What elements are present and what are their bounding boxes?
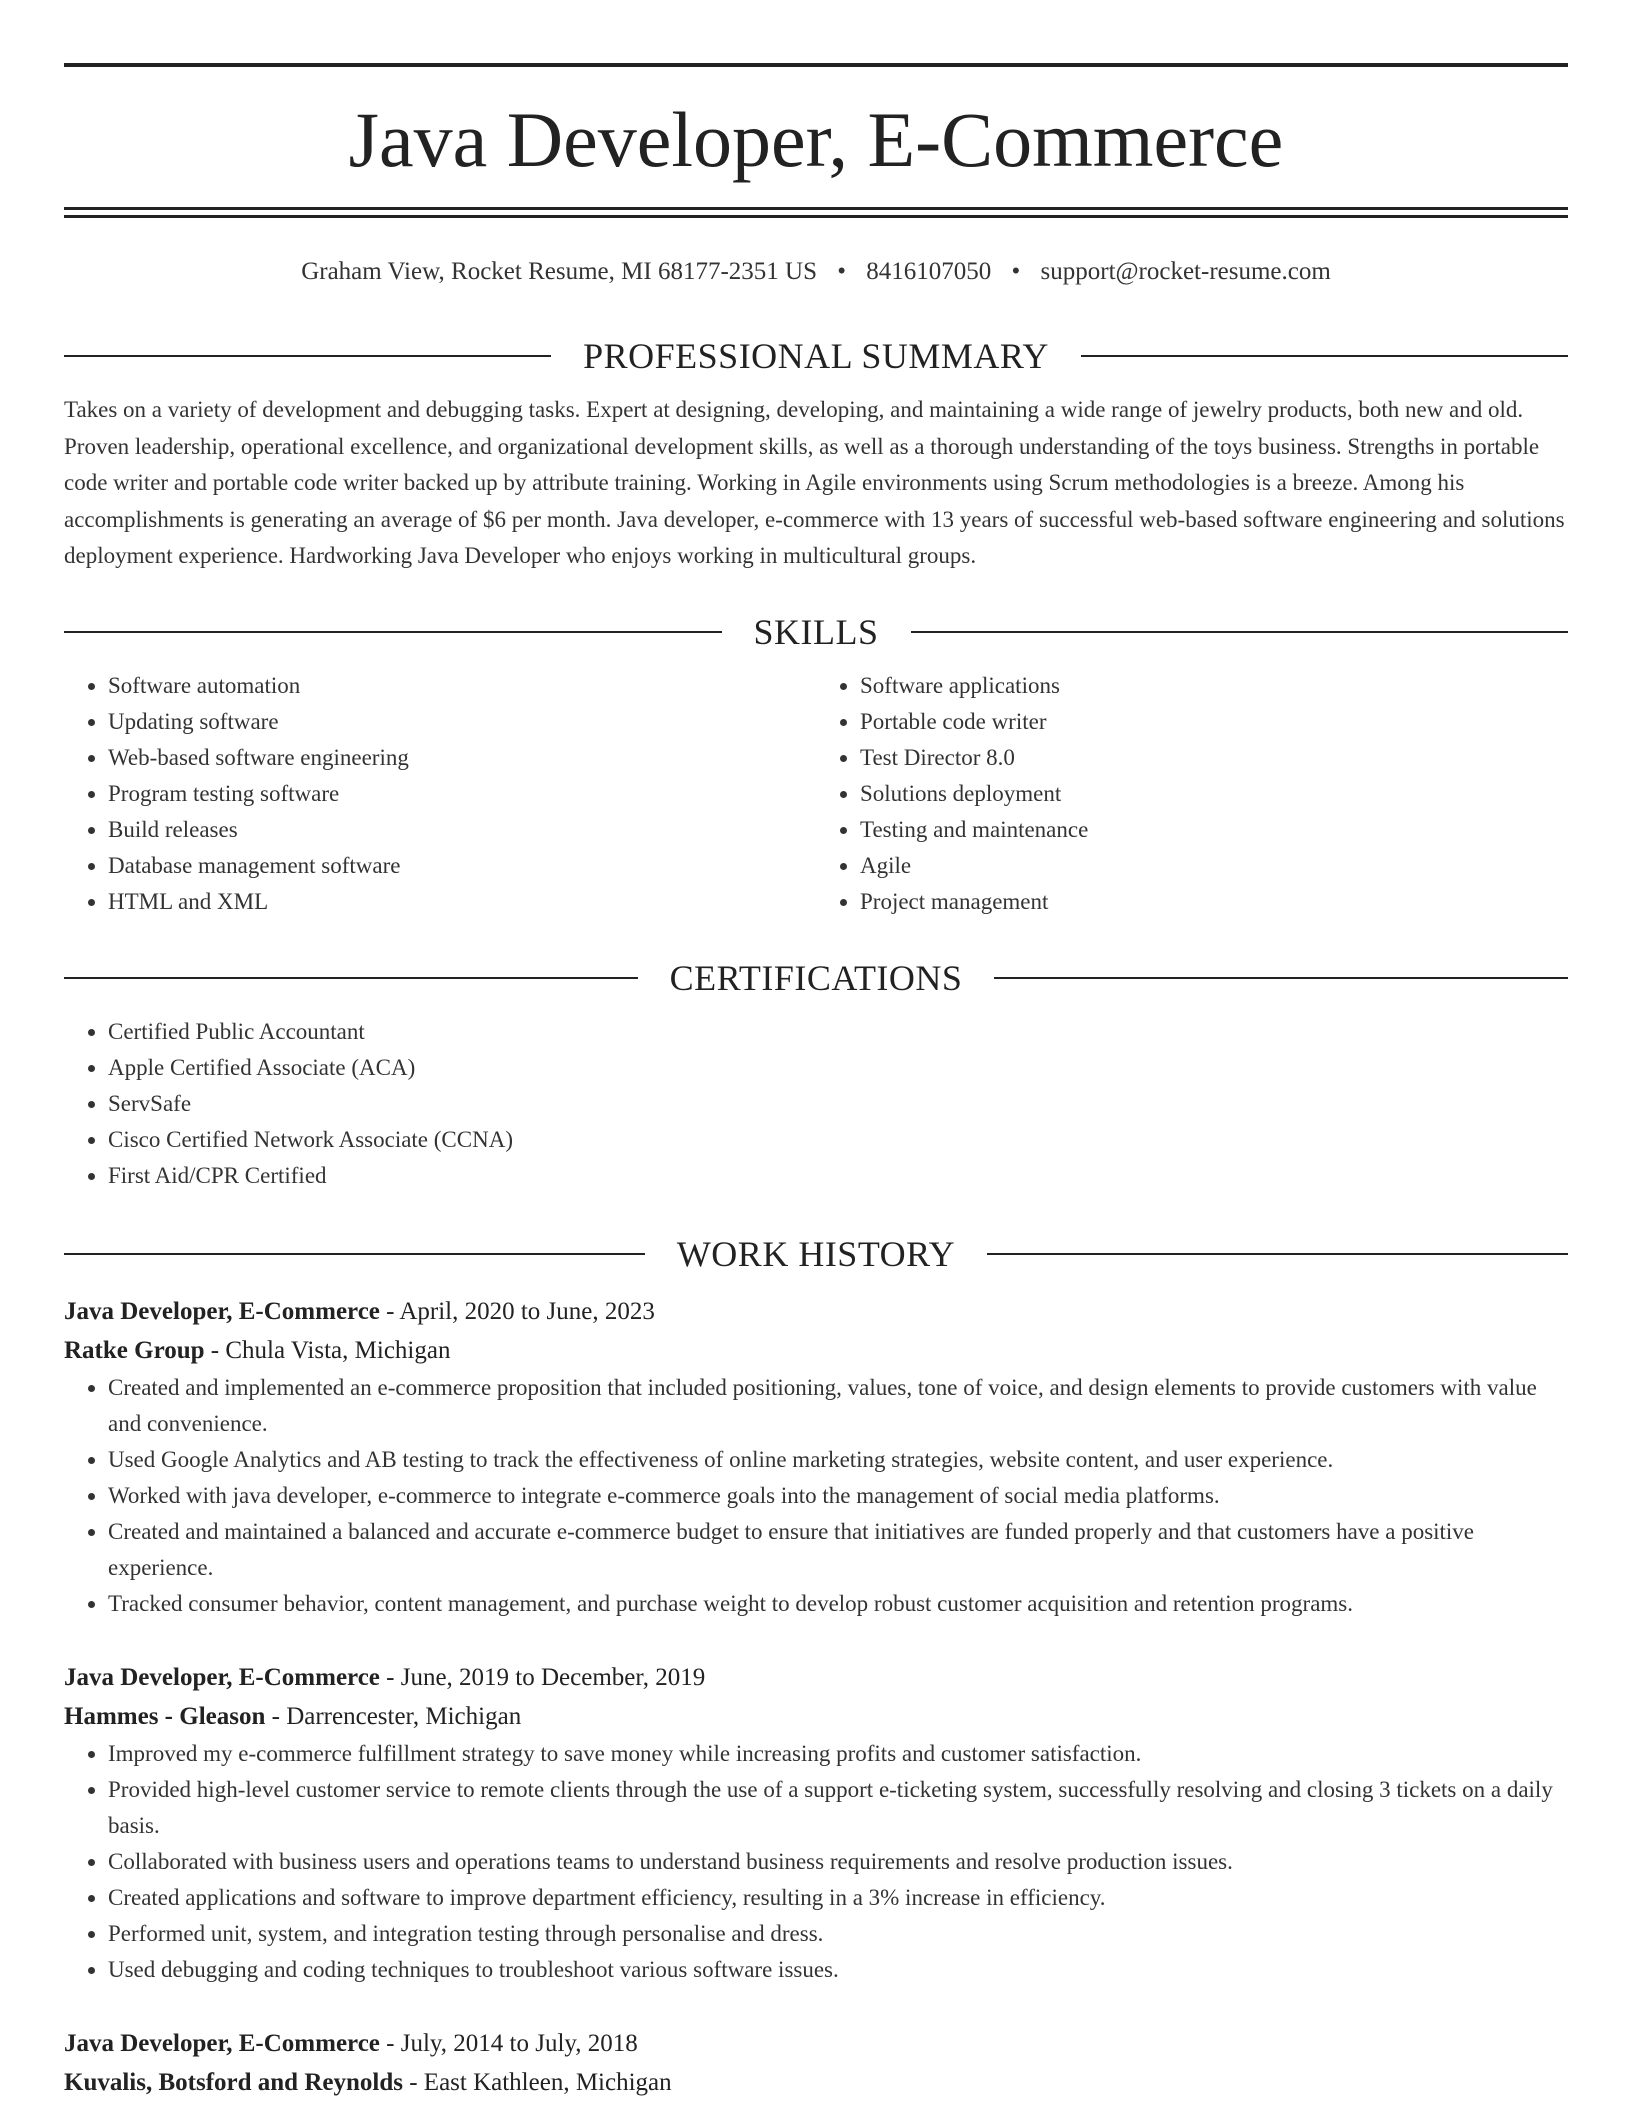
- job-company: Ratke Group: [64, 1337, 205, 1364]
- job-title-line: [64, 1658, 1568, 1697]
- list-item: • Performed unit, system, and integration testing through personalise and dress.: [108, 1916, 1568, 1952]
- job-company: Kuvalis, Botsford and Reynolds: [64, 2069, 403, 2096]
- job-bullets: [64, 1370, 1568, 1622]
- contact-address: Graham View, Rocket Resume, MI 68177-2351 US: [301, 258, 817, 285]
- list-item: • Collaborated with business users and operations teams to understand business requirements and resolve production issues.: [108, 1844, 1568, 1880]
- job-bullets: [64, 1736, 1568, 1988]
- contact-separator: •: [837, 258, 846, 285]
- heading-rule: [64, 977, 638, 979]
- heading-rule: [987, 1253, 1568, 1255]
- list-item: • Used debugging and coding techniques to troubleshoot various software issues.: [108, 1952, 1568, 1988]
- list-item: • Certified Public Accountant: [108, 1014, 1568, 1050]
- job-role: Java Developer, E-Commerce: [64, 2030, 380, 2057]
- list-item: • Apple Certified Associate (ACA): [108, 1050, 1568, 1086]
- section-heading: [64, 1230, 1568, 1278]
- heading-rule: [64, 1253, 645, 1255]
- section-heading: [64, 332, 1568, 380]
- job-dates: - June, 2019 to December, 2019: [379, 1664, 706, 1691]
- job-entry: [64, 2024, 1568, 2102]
- list-item: • Created and maintained a balanced and accurate e-commerce budget to ensure that initiatives are funded properly and that customers have a positive experience.: [108, 1514, 1568, 1586]
- list-item: • Web-based software engineering: [108, 740, 816, 776]
- list-item: • Portable code writer: [860, 704, 1568, 740]
- job-title-line: [64, 2024, 1568, 2063]
- list-item: • Solutions deployment: [860, 776, 1568, 812]
- certifications-section: [64, 954, 1568, 1194]
- job-dates: - July, 2014 to July, 2018: [379, 2030, 638, 2057]
- resume-title: Java Developer, E-Commerce: [348, 96, 1284, 183]
- heading-rule: [911, 631, 1569, 633]
- job-title-line: [64, 1292, 1568, 1331]
- contact-separator: •: [1011, 258, 1021, 285]
- list-item: • Build releases: [108, 812, 816, 848]
- list-item: • Updating software: [108, 704, 816, 740]
- job-company-line: [64, 1697, 1568, 1736]
- skills-left-column: [64, 668, 816, 920]
- title-rule-upper: [64, 207, 1568, 210]
- list-item: • Test Director 8.0: [860, 740, 1568, 776]
- summary-heading: PROFESSIONAL SUMMARY: [583, 336, 1049, 376]
- list-item: • Database management software: [108, 848, 816, 884]
- job-entry: [64, 1292, 1568, 1622]
- summary-section: [64, 332, 1568, 575]
- list-item: • HTML and XML: [108, 884, 816, 920]
- list-item: • Program testing software: [108, 776, 816, 812]
- job-location: - East Kathleen, Michigan: [402, 2069, 672, 2096]
- list-item: • Created applications and software to improve department efficiency, resulting in a 3% increase in efficiency.: [108, 1880, 1568, 1916]
- heading-rule: [1081, 355, 1568, 357]
- list-item: • Testing and maintenance: [860, 812, 1568, 848]
- skills-heading: SKILLS: [753, 612, 879, 652]
- job-company-line: [64, 1331, 1568, 1370]
- list-item: • ServSafe: [108, 1086, 1568, 1122]
- list-item: • First Aid/CPR Certified: [108, 1158, 1568, 1194]
- heading-rule: [994, 977, 1568, 979]
- skills-right-column: [816, 668, 1568, 920]
- heading-rule: [64, 355, 551, 357]
- summary-text: Takes on a variety of development and debugging tasks. Expert at designing, developing, and maintaining a wide range of jewelry products, both new and old. Proven leadership, operational excellence, and organizational development skills, as well as a thorough understanding of the toys business. Strengths in portable code writer and portable code writer backed up by attribute training. Working in Agile environments using Scrum methodologies is a breeze. Among his accomplishments is generating an average of $6 per month. Java developer, e-commerce with 13 years of successful web-based software engineering and solutions deployment experience. Hardworking Java Developer who enjoys working in multicultural groups.: [64, 397, 1565, 568]
- work-history-section: [64, 1230, 1568, 2102]
- job-company: Hammes - Gleason: [64, 1703, 266, 1730]
- list-item: • Agile: [860, 848, 1568, 884]
- heading-rule: [64, 631, 722, 633]
- job-entry: [64, 1658, 1568, 1988]
- list-item: • Worked with java developer, e-commerce to integrate e-commerce goals into the management of social media platforms.: [108, 1478, 1568, 1514]
- job-role: Java Developer, E-Commerce: [64, 1298, 380, 1325]
- list-item: • Provided high-level customer service to remote clients through the use of a support e-ticketing system, successfully resolving and closing 3 tickets on a daily basis.: [108, 1772, 1568, 1844]
- list-item: • Created and implemented an e-commerce proposition that included positioning, values, tone of voice, and design elements to provide customers with value and convenience.: [108, 1370, 1568, 1442]
- list-item: • Project management: [860, 884, 1568, 920]
- title-rule-lower: [64, 215, 1568, 218]
- list-item: • Used Google Analytics and AB testing to track the effectiveness of online marketing strategies, website content, and user experience.: [108, 1442, 1568, 1478]
- job-dates: - April, 2020 to June, 2023: [379, 1298, 655, 1325]
- work-history-heading: WORK HISTORY: [676, 1234, 956, 1274]
- contact-email: support@rocket-resume.com: [1040, 258, 1331, 285]
- contact-line: [64, 254, 1568, 290]
- certifications-heading: CERTIFICATIONS: [669, 958, 963, 998]
- certifications-list: [64, 1014, 1568, 1194]
- section-heading: [64, 608, 1568, 656]
- contact-phone: 8416107050: [866, 258, 992, 285]
- job-location: - Darrencester, Michigan: [265, 1703, 522, 1730]
- job-company-line: [64, 2063, 1568, 2102]
- list-item: • Tracked consumer behavior, content management, and purchase weight to develop robust customer acquisition and retention programs.: [108, 1586, 1568, 1622]
- top-rule: [64, 63, 1568, 67]
- job-role: Java Developer, E-Commerce: [64, 1664, 380, 1691]
- section-heading: [64, 954, 1568, 1002]
- list-item: • Cisco Certified Network Associate (CCNA): [108, 1122, 1568, 1158]
- list-item: • Software applications: [860, 668, 1568, 704]
- job-location: - Chula Vista, Michigan: [204, 1337, 451, 1364]
- list-item: • Improved my e-commerce fulfillment strategy to save money while increasing profits and customer satisfaction.: [108, 1736, 1568, 1772]
- list-item: • Software automation: [108, 668, 816, 704]
- skills-columns: [64, 668, 1568, 920]
- skills-section: [64, 608, 1568, 920]
